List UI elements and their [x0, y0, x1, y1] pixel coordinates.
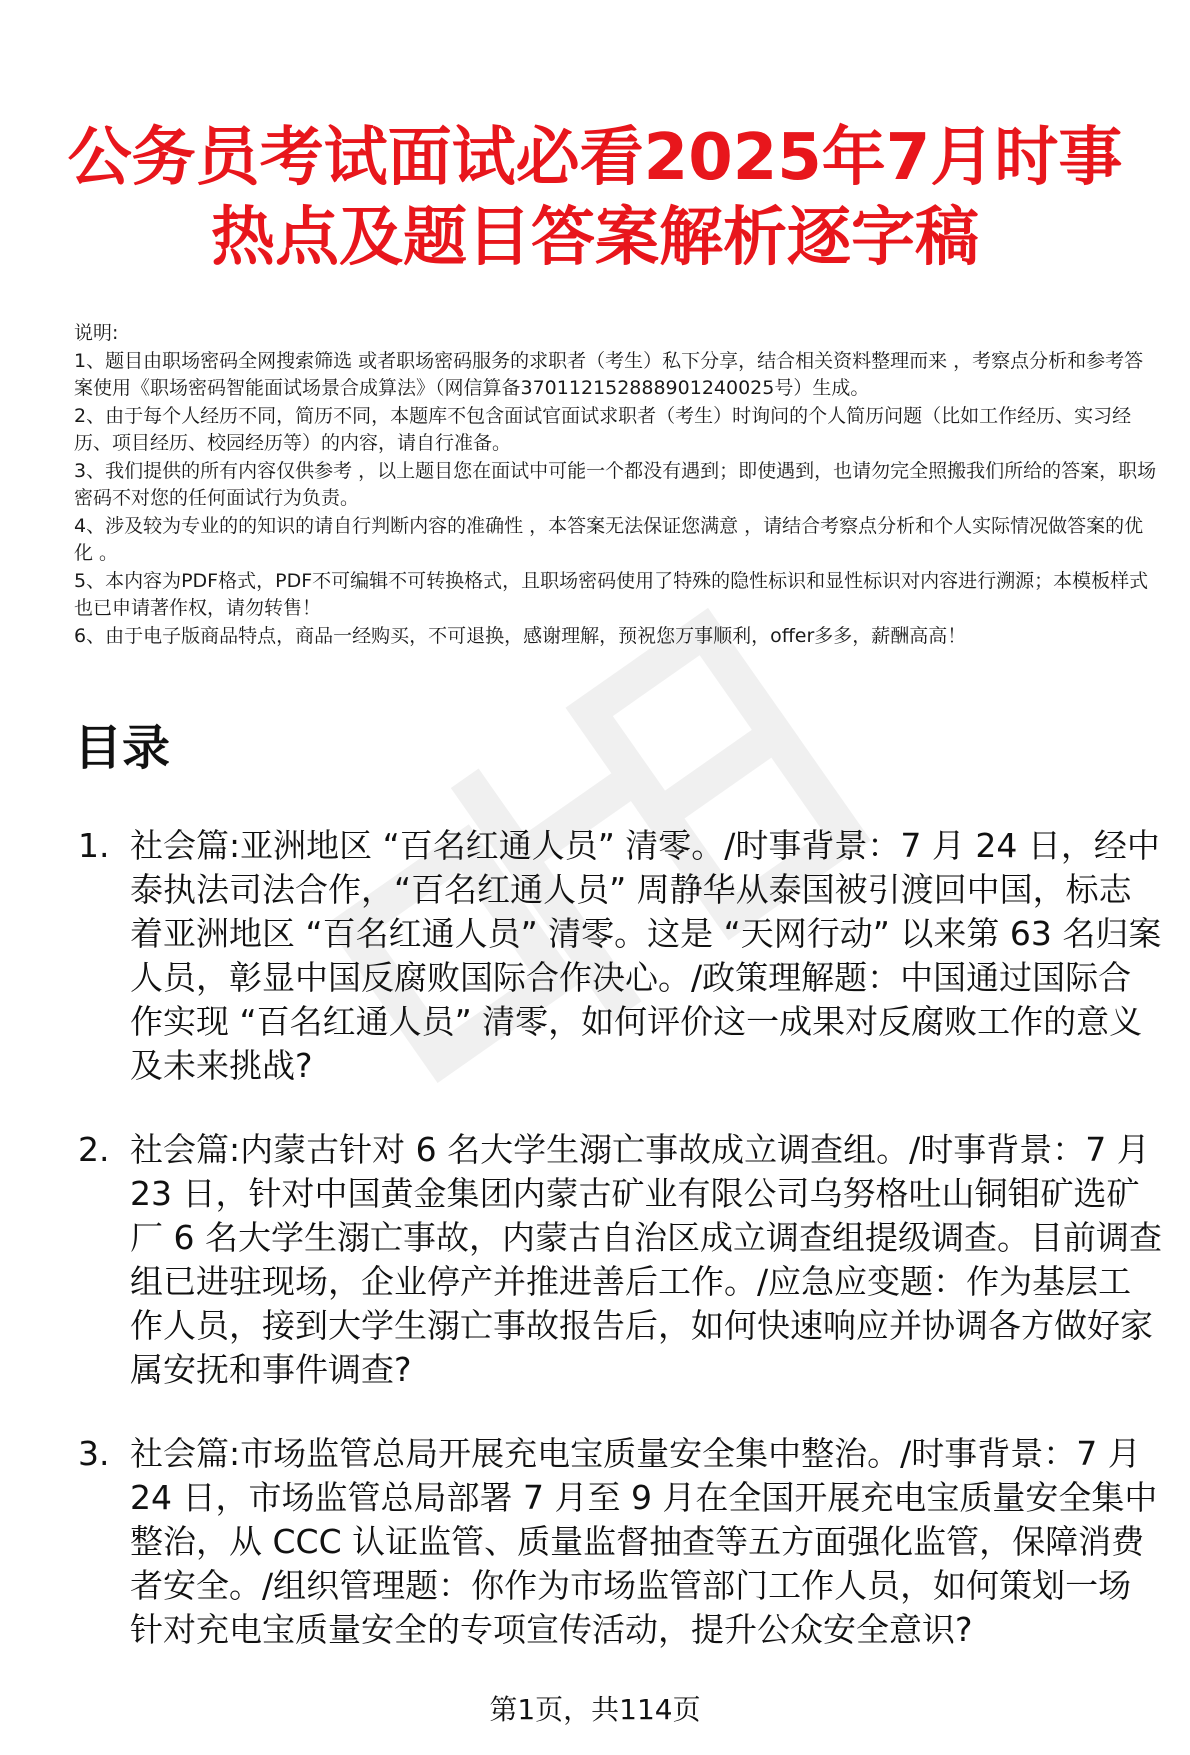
note-item: 4、涉及较为专业的的知识的请自行判断内容的准确性 ，本答案无法保证您满意 ，请结合考察点分析和个人实际情况做答案的优化 。 — [74, 514, 1144, 564]
note-item: 3、我们提供的所有内容仅供参考 ，以上题目您在面试中可能一个都没有遇到；即使遇到，也请勿完全照搬我们所给的答案，职场密码不对您的任何面试行为负责。 — [74, 459, 1157, 509]
toc-item-number: 1. — [78, 826, 110, 865]
toc-list — [74, 824, 1164, 1692]
toc-item — [74, 1128, 1164, 1392]
toc-item-text: 社会篇:内蒙古针对 6 名大学生溺亡事故成立调查组。/时事背景：7 月 23 日，针对中国黄金集团内蒙古矿业有限公司乌努格吐山铜钼矿选矿厂 6 名大学生溺亡事故，内蒙古自治区成立调查组提级调查。目前调查组已进驻现场，企业停产并推进善后工作。/应急应变题：作为基层工作人员，接到大学生溺亡事故报告后，如何快速响应并协调各方做好家属安抚和事件调查? — [130, 1130, 1162, 1389]
document-title — [40, 118, 1150, 278]
toc-item-text: 社会篇:亚洲地区 “百名红通人员” 清零。/时事背景：7 月 24 日，经中泰执法司法合作，“百名红通人员” 周静华从泰国被引渡回中国，标志着亚洲地区 “百名红通人员” 清零。这是 “天网行动” 以来第 63 名归案人员，彰显中国反腐败国际合作决心。/政策理解题：中国通过国际合作实现 “百名红通人员” 清零，如何评价这一成果对反腐败工作的意义及未来挑战? — [130, 826, 1162, 1085]
notes-heading: 说明: — [74, 322, 119, 344]
toc-item-number: 2. — [78, 1130, 110, 1169]
note-item: 1、题目由职场密码全网搜索筛选 或者职场密码服务的求职者（考生）私下分享，结合相关资料整理而来 ，考察点分析和参考答案使用《职场密码智能面试场景合成算法》（网信算备370112152888901240025号）生成。 — [74, 349, 1144, 399]
toc-item-number: 3. — [78, 1434, 110, 1473]
page-number: 第1页，共114页 — [489, 1693, 701, 1726]
notes-section — [74, 320, 1160, 650]
title-line-2: 热点及题目答案解析逐字稿 — [211, 201, 979, 275]
toc-item-text: 社会篇:市场监管总局开展充电宝质量安全集中整治。/时事背景：7 月 24 日，市场监管总局部署 7 月至 9 月在全国开展充电宝质量安全集中整治，从 CCC 认证监管、质量监督抽查等五方面强化监管，保障消费者安全。/组织管理题：你作为市场监管部门工作人员，如何策划一场针对充电宝质量安全的专项宣传活动，提升公众安全意识? — [130, 1434, 1158, 1649]
note-item: 5、本内容为PDF格式，PDF不可编辑不可转换格式，且职场密码使用了特殊的隐性标识和显性标识对内容进行溯源；本模板样式也已申请著作权，请勿转售！ — [74, 569, 1149, 619]
title-line-1: 公务员考试面试必看2025年7月时事 — [67, 121, 1123, 195]
toc-heading: 目录 — [74, 720, 171, 776]
toc-item — [74, 824, 1164, 1088]
note-item: 6、由于电子版商品特点，商品一经购买，不可退换，感谢理解，预祝您万事顺利，offer多多，薪酬高高！ — [74, 624, 967, 647]
note-item: 2、由于每个人经历不同，简历不同，本题库不包含面试官面试求职者（考生）时询问的个人简历问题（比如工作经历、实习经历、项目经历、校园经历等）的内容，请自行准备。 — [74, 404, 1132, 454]
toc-item — [74, 1432, 1164, 1652]
